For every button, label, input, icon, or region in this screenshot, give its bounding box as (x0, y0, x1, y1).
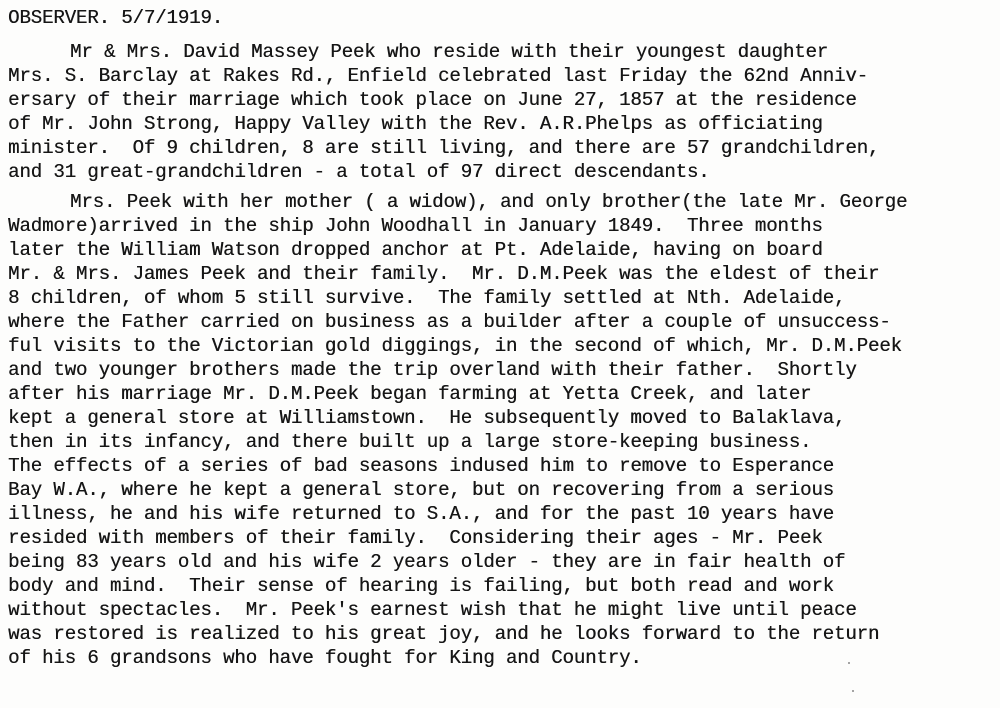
text-line: Wadmore)arrived in the ship John Woodhall in January 1849. Three months (8, 215, 823, 237)
document-header: OBSERVER. 5/7/1919. (8, 7, 223, 29)
text-line: where the Father carried on business as a builder after a couple of unsuccess- (8, 311, 891, 333)
text-line: being 83 years old and his wife 2 years older - they are in fair health of (8, 551, 846, 573)
text-line: Mrs. S. Barclay at Rakes Rd., Enfield celebrated last Friday the 62nd Anniv- (8, 65, 868, 87)
text-line: and two younger brothers made the trip overland with their father. Shortly (8, 359, 857, 381)
text-line: illness, he and his wife returned to S.A., and for the past 10 years have (8, 503, 834, 525)
text-line: Mr & Mrs. David Massey Peek who reside with their youngest daughter (70, 41, 829, 63)
text-line: without spectacles. Mr. Peek's earnest wish that he might live until peace (8, 599, 857, 621)
text-line: and 31 great-grandchildren - a total of 97 direct descendants. (8, 161, 710, 183)
text-line: body and mind. Their sense of hearing is failing, but both read and work (8, 575, 834, 597)
ink-speck (848, 662, 850, 664)
text-line: minister. Of 9 children, 8 are still living, and there are 57 grandchildren, (8, 137, 880, 159)
text-line: 8 children, of whom 5 still survive. The family settled at Nth. Adelaide, (8, 287, 846, 309)
text-line: resided with members of their family. Considering their ages - Mr. Peek (8, 527, 823, 549)
text-line: Mr. & Mrs. James Peek and their family. Mr. D.M.Peek was the eldest of their (8, 263, 880, 285)
text-line: The effects of a series of bad seasons indused him to remove to Esperance (8, 455, 834, 477)
text-line: of his 6 grandsons who have fought for King and Country. (8, 647, 642, 669)
text-line: Bay W.A., where he kept a general store, but on recovering from a serious (8, 479, 834, 501)
text-line: Mrs. Peek with her mother ( a widow), and only brother(the late Mr. George (70, 191, 908, 213)
text-line: kept a general store at Williamstown. He subsequently moved to Balaklava, (8, 407, 846, 429)
text-line: was restored is realized to his great joy, and he looks forward to the return (8, 623, 880, 645)
text-line: then in its infancy, and there built up a large store-keeping business. (8, 431, 812, 453)
ink-speck (852, 690, 854, 692)
text-line: ersary of their marriage which took place on June 27, 1857 at the residence (8, 89, 857, 111)
text-line: of Mr. John Strong, Happy Valley with the Rev. A.R.Phelps as officiating (8, 113, 823, 135)
text-line: later the William Watson dropped anchor at Pt. Adelaide, having on board (8, 239, 823, 261)
text-line: after his marriage Mr. D.M.Peek began farming at Yetta Creek, and later (8, 383, 812, 405)
text-line: ful visits to the Victorian gold diggings, in the second of which, Mr. D.M.Peek (8, 335, 902, 357)
